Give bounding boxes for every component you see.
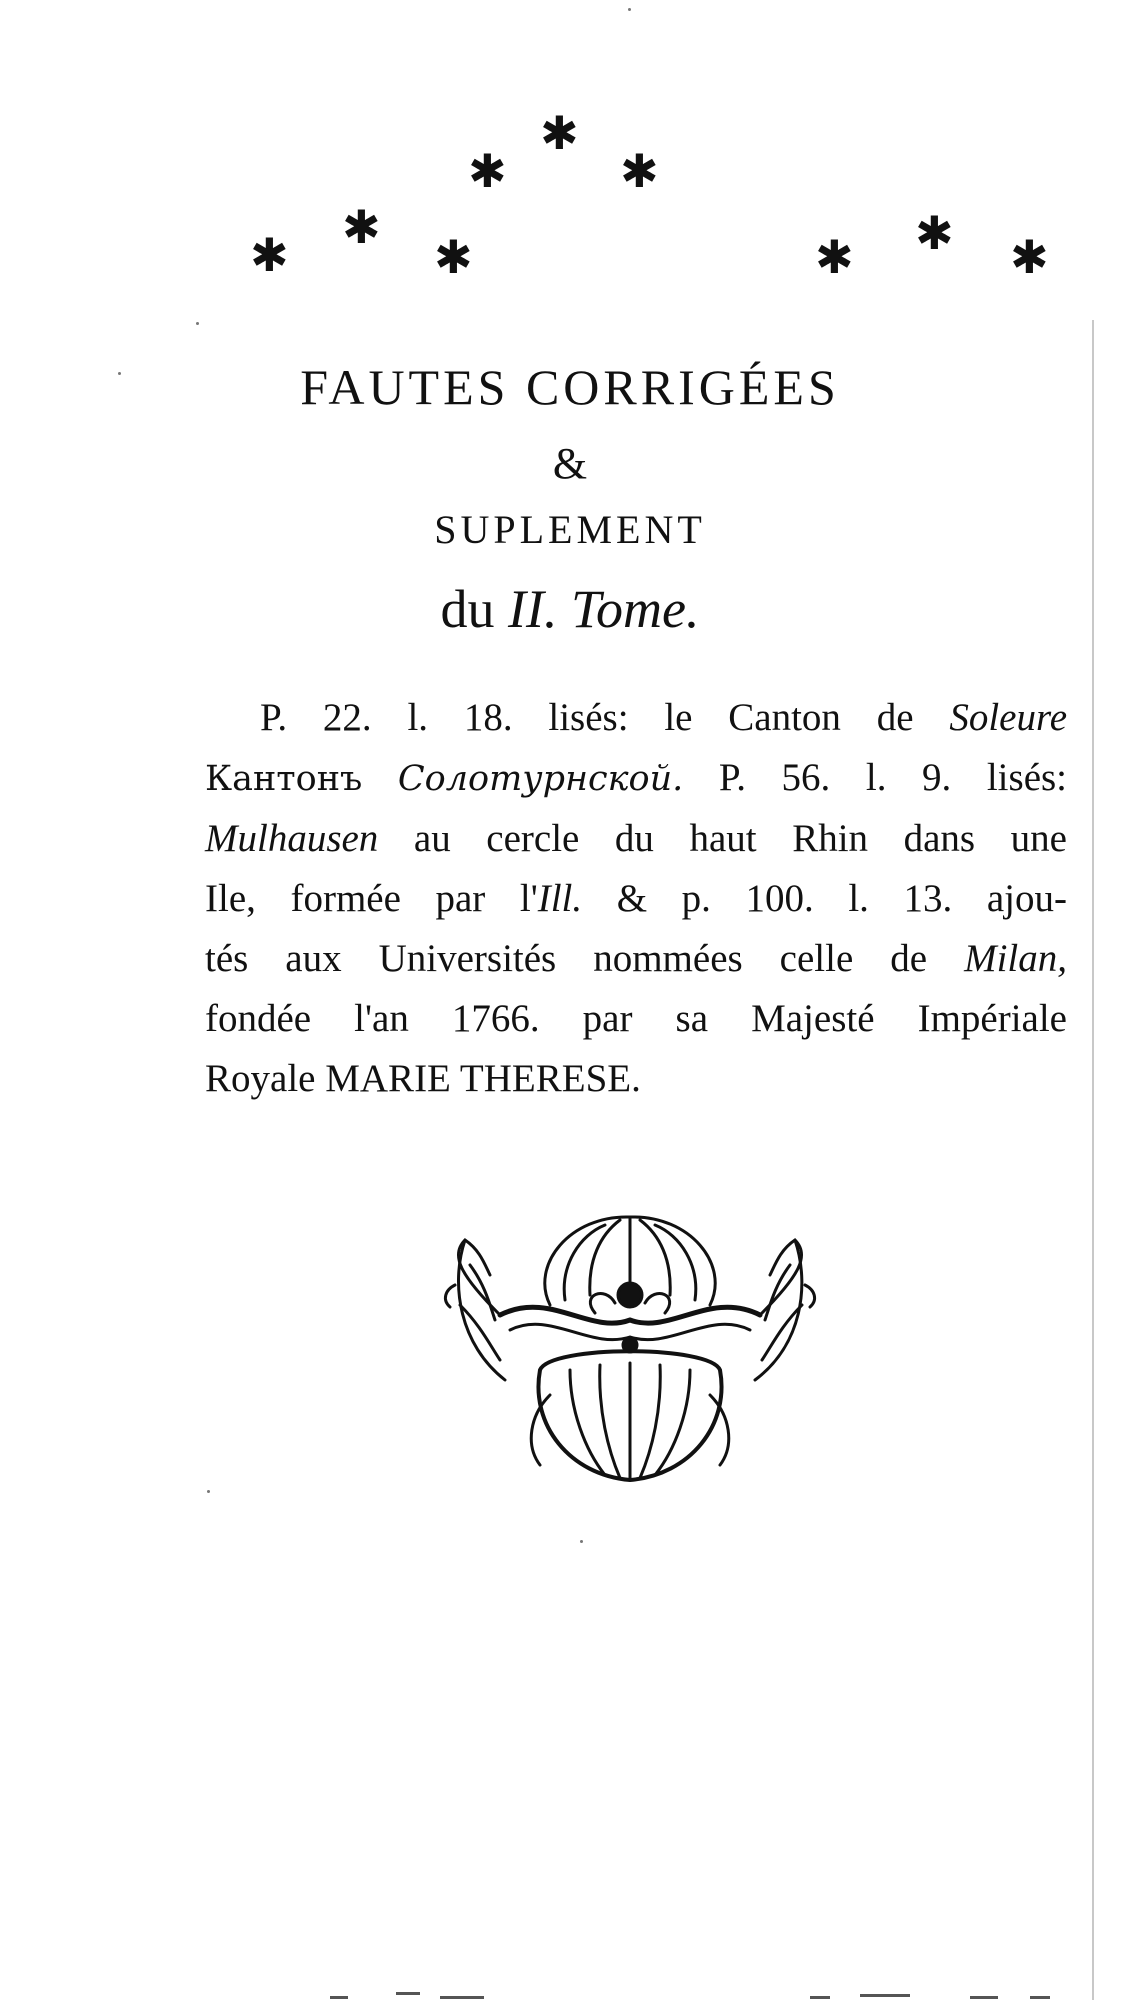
- asterisk-star-icon: ✱: [250, 228, 289, 282]
- text-fragment: au cercle du haut Rhin dans une: [413, 817, 1067, 860]
- asterisk-star-icon: ✱: [468, 144, 507, 198]
- stars-ornament: [240, 106, 1060, 284]
- text-fragment: tés aux Universités nommées celle de: [205, 937, 928, 980]
- text-fragment: & p. 100. l. 13. ajou-: [616, 877, 1067, 920]
- text-fragment: P. 56. l. 9. lisés:: [718, 756, 1068, 799]
- text-line-5: [205, 929, 1067, 989]
- asterisk-star-icon: ✱: [342, 200, 381, 254]
- text-fragment: P. 22. l. 18. lisés: le Canton de: [260, 696, 914, 739]
- scan-speck: [207, 1490, 210, 1493]
- scan-dash: [970, 1996, 998, 1999]
- text-line-3: [205, 809, 1067, 869]
- tome-heading: [0, 578, 1140, 640]
- asterisk-star-icon: ✱: [620, 144, 659, 198]
- text-line-2: [205, 748, 1067, 809]
- russian-fragment: Кантонъ: [205, 759, 363, 799]
- asterisk-star-icon: ✱: [1010, 230, 1049, 284]
- text-fragment-italic: Mulhausen: [205, 817, 379, 860]
- text-fragment-italic: Soleure: [949, 696, 1067, 739]
- asterisk-star-icon: ✱: [540, 106, 579, 160]
- scan-dash: [1030, 1996, 1050, 1999]
- text-fragment: Ile, formée par l': [205, 877, 538, 920]
- text-fragment-italic: Milan,: [964, 937, 1068, 980]
- text-line-4: [205, 869, 1067, 929]
- tome-prefix: du: [440, 579, 495, 639]
- russian-fragment-italic: Солотурнской.: [397, 759, 684, 799]
- scan-dash: [330, 1996, 348, 1999]
- errata-paragraph: [205, 688, 1067, 1109]
- text-fragment: fondée l'an 1766. par sa Majesté Impériale: [205, 997, 1067, 1040]
- asterisk-star-icon: ✱: [915, 206, 954, 260]
- scan-dash: [810, 1996, 830, 1999]
- asterisk-star-icon: ✱: [815, 230, 854, 284]
- scan-bottom-marks: [330, 1992, 1090, 2002]
- text-line-1: [205, 688, 1067, 748]
- page-title: FAUTES CORRIGÉES: [300, 359, 840, 415]
- asterisk-star-icon: ✱: [434, 230, 473, 284]
- scan-dash: [396, 1992, 420, 1995]
- title-ampersand: &: [552, 439, 588, 488]
- text-fragment-italic: Ill.: [537, 877, 583, 920]
- tome-name: II. Tome.: [507, 579, 700, 639]
- page-subtitle: SUPLEMENT: [434, 507, 706, 552]
- scan-dash: [860, 1994, 910, 1997]
- text-fragment: Royale MARIE THERESE.: [205, 1057, 641, 1100]
- text-line-6: [205, 989, 1067, 1049]
- scan-speck: [628, 8, 631, 11]
- shell-fleuron-icon: [430, 1195, 830, 1495]
- text-line-7: [205, 1049, 1067, 1109]
- page-edge-line: [1092, 320, 1094, 2000]
- scan-dash: [440, 1996, 484, 1999]
- scan-speck: [580, 1540, 583, 1543]
- scan-speck: [196, 322, 199, 325]
